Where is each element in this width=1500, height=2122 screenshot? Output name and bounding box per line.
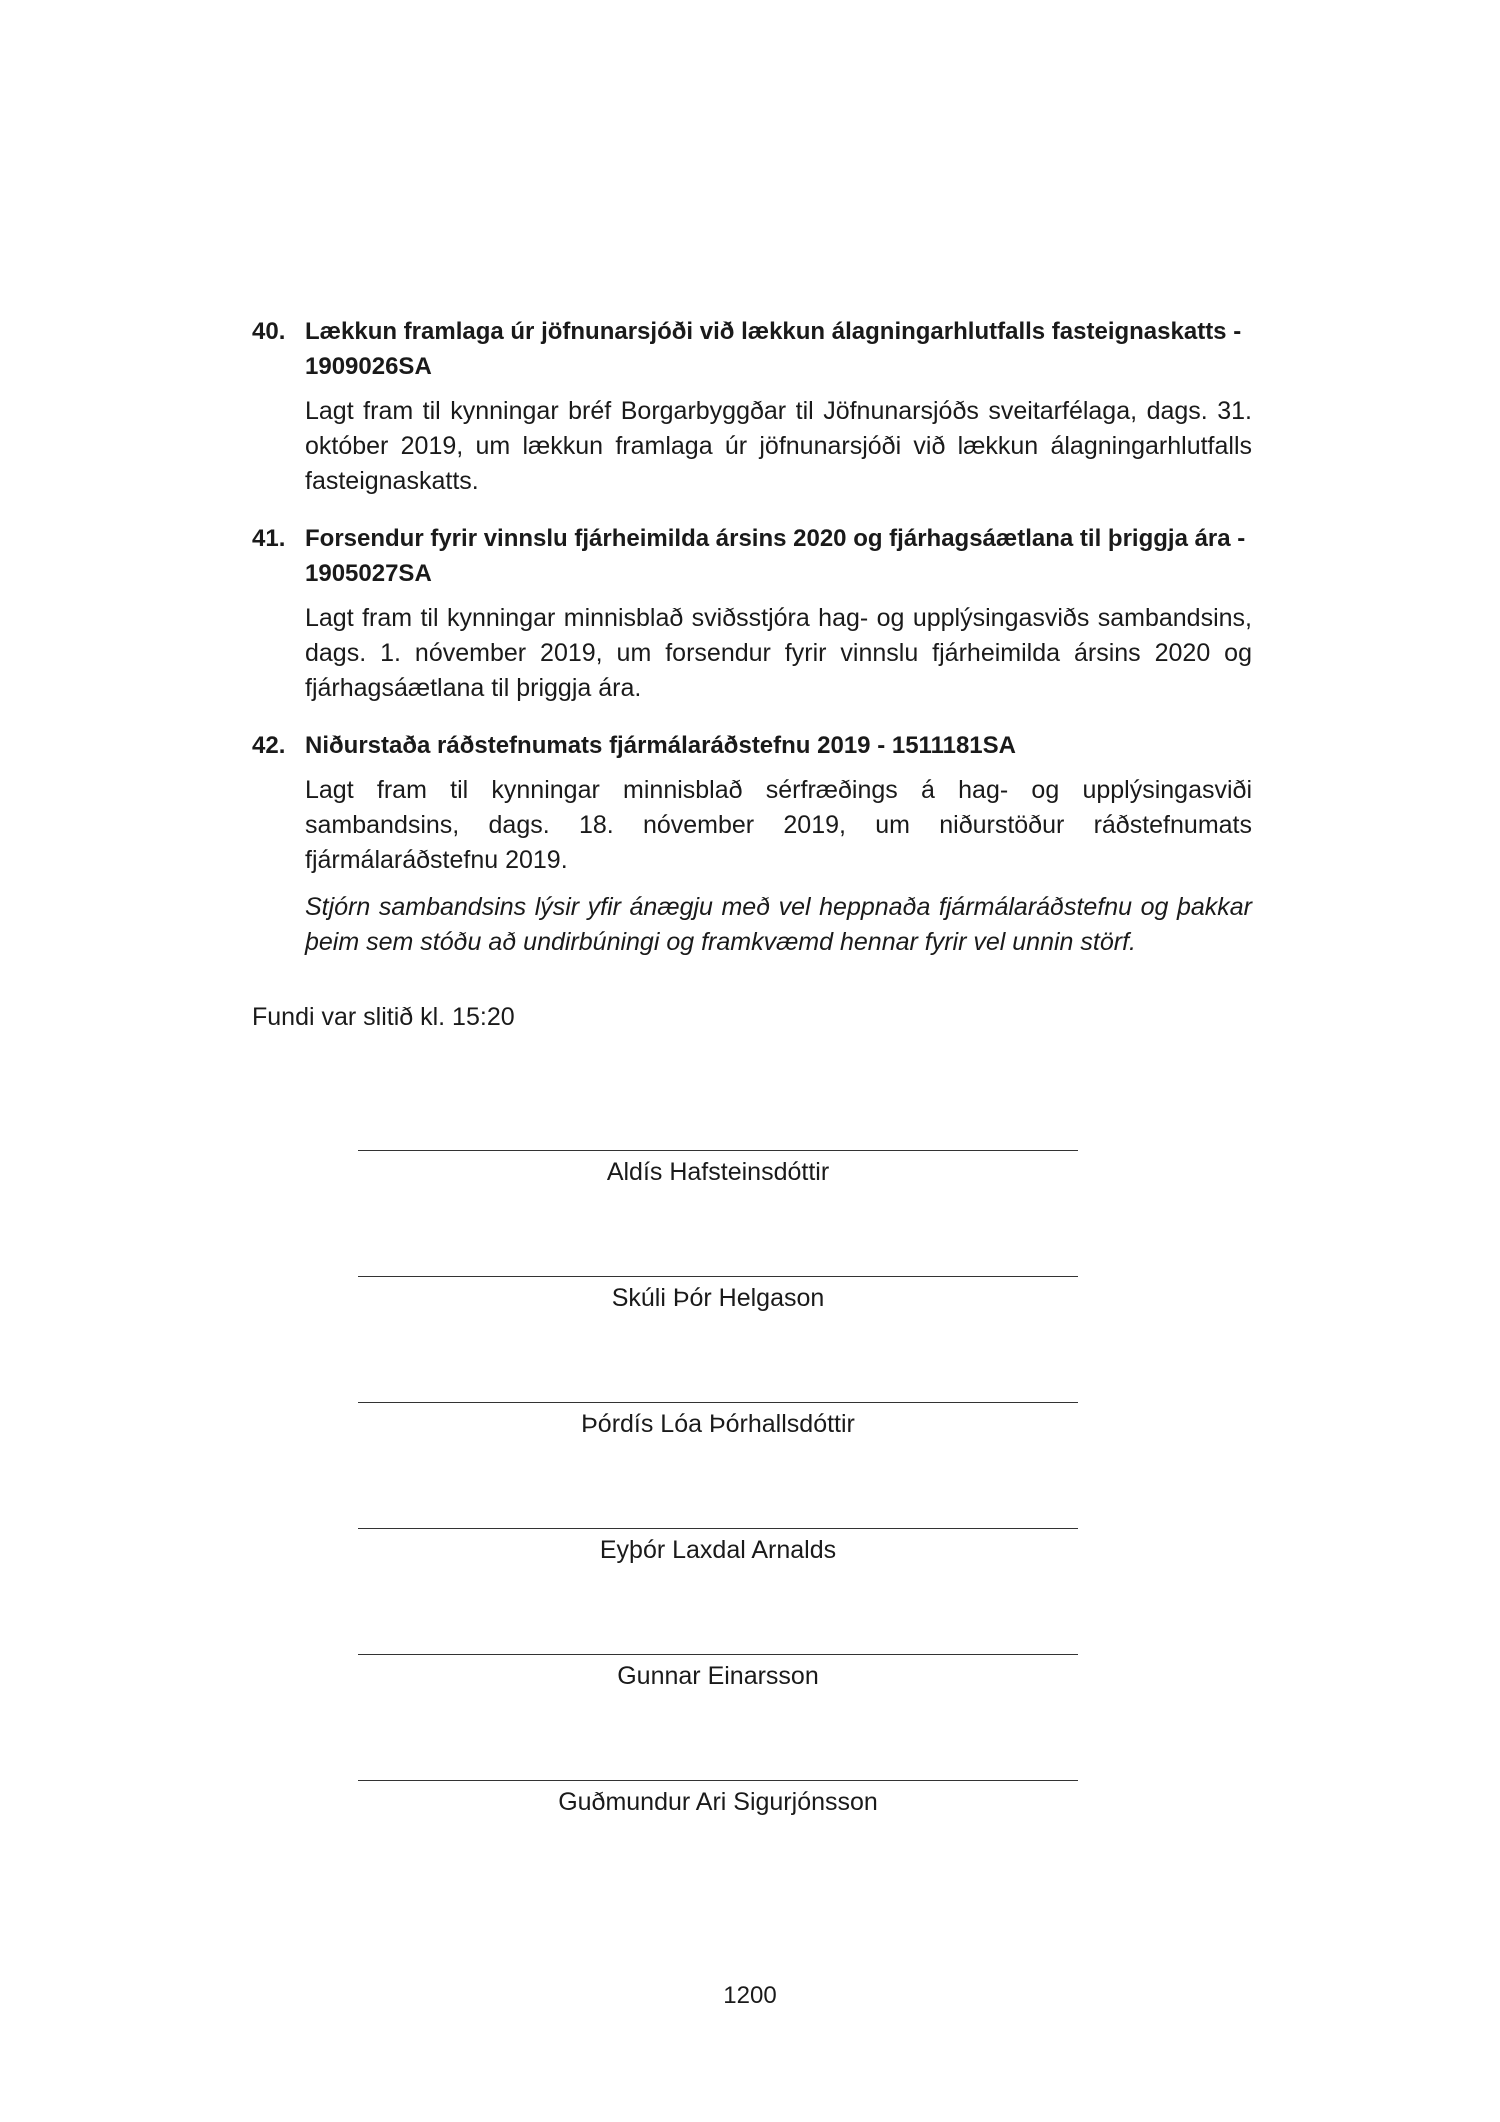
agenda-item-body (305, 601, 1252, 706)
agenda-item-number: 42. (252, 732, 286, 759)
agenda-item-body (305, 773, 1252, 960)
agenda-item-body (305, 394, 1252, 499)
agenda-item-title: Lækkun framlaga úr jöfnunarsjóði við lækkun álagningarhlutfalls fasteignaskatts - 1909026SA (305, 318, 1242, 380)
agenda-item-heading (252, 728, 1252, 763)
signature-line: Aldís Hafsteinsdóttir (358, 1150, 1078, 1190)
agenda-item-heading (252, 521, 1252, 591)
agenda-item (252, 728, 1252, 960)
agenda-item-conclusion: Stjórn sambandsins lýsir yfir ánægju með vel heppnaða fjármálaráðstefnu og þakkar þeim sem stóðu að undirbúningi og framkvæmd hennar fyrir vel unnin störf. (305, 893, 1252, 956)
signature-line: Guðmundur Ari Sigurjónsson (358, 1780, 1078, 1820)
agenda-item-number: 41. (252, 525, 286, 552)
agenda-list (252, 314, 1252, 982)
signature-line: Skúli Þór Helgason (358, 1276, 1078, 1316)
signature-line: Gunnar Einarsson (358, 1654, 1078, 1694)
agenda-item-title: Forsendur fyrir vinnslu fjárheimilda ársins 2020 og fjárhagsáætlana til þriggja ára - 1905027SA (305, 525, 1246, 587)
agenda-item-title: Niðurstaða ráðstefnumats fjármálaráðstefnu 2019 - 1511181SA (305, 732, 1016, 759)
agenda-item (252, 521, 1252, 706)
agenda-item-heading (252, 314, 1252, 384)
agenda-item-text: Lagt fram til kynningar bréf Borgarbyggðar til Jöfnunarsjóðs sveitarfélaga, dags. 31. október 2019, um lækkun framlaga úr jöfnunarsjóði við lækkun álagningarhlutfalls fasteignaskatts. (305, 397, 1252, 495)
meeting-closing: Fundi var slitið kl. 15:20 (252, 1003, 515, 1031)
agenda-item-number: 40. (252, 318, 286, 345)
agenda-item-text: Lagt fram til kynningar minnisblað sérfræðings á hag- og upplýsingasviði sambandsins, dags. 18. nóvember 2019, um niðurstöður ráðstefnumats fjármálaráðstefnu 2019. (305, 776, 1252, 874)
signature-line: Þórdís Lóa Þórhallsdóttir (358, 1402, 1078, 1442)
signature-line: Eyþór Laxdal Arnalds (358, 1528, 1078, 1568)
page-number: 1200 (723, 1982, 777, 2009)
agenda-item-text: Lagt fram til kynningar minnisblað sviðsstjóra hag- og upplýsingasviðs sambandsins, dags. 1. nóvember 2019, um forsendur fyrir vinnslu fjárheimilda ársins 2020 og fjárhagsáætlana til þriggja ára. (305, 604, 1252, 702)
agenda-item (252, 314, 1252, 499)
